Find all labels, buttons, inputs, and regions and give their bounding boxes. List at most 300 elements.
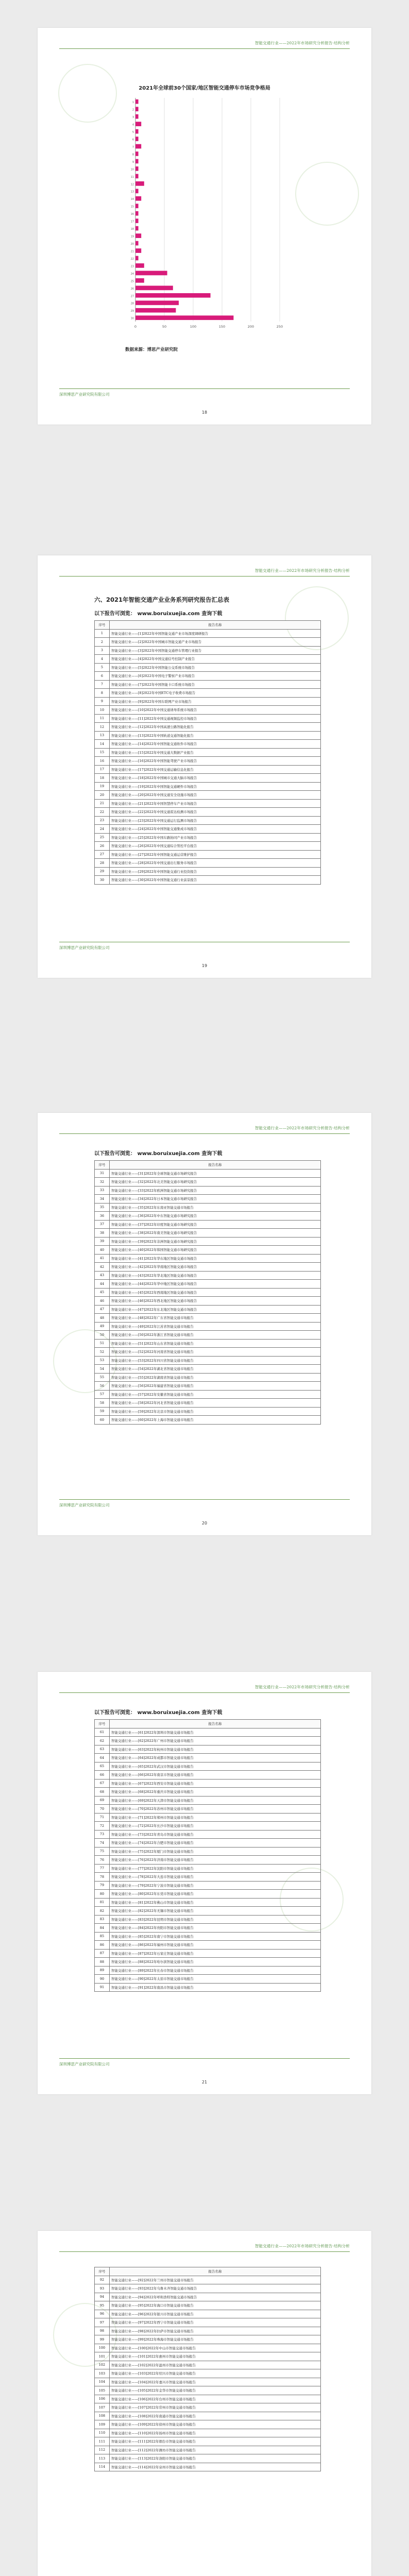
row-number: 86: [95, 1941, 110, 1950]
report-name: 智能交通行业——[44]2022年华中地区智能交通市场报告: [110, 1280, 321, 1289]
table-row[interactable]: [95, 1958, 321, 1967]
table-row[interactable]: [95, 774, 321, 783]
table-row[interactable]: [95, 1195, 321, 1204]
table-row[interactable]: [95, 799, 321, 808]
report-name: 智能交通行业——[59]2022年北京市智能交通市场报告: [110, 1407, 321, 1416]
row-number: 113: [95, 2454, 110, 2463]
bar: [135, 137, 139, 141]
page-number: 18: [201, 410, 208, 415]
row-number: 8: [95, 689, 110, 698]
download-link[interactable]: www.boruixuejia.com: [137, 1710, 200, 1716]
bar: [135, 300, 179, 305]
y-tick-label: 4: [132, 123, 134, 127]
table-row[interactable]: [95, 782, 321, 791]
row-number: 42: [95, 1263, 110, 1272]
row-number: 57: [95, 1390, 110, 1399]
y-tick-label: 6: [132, 138, 134, 142]
bar: [135, 166, 139, 171]
table-row[interactable]: [95, 1339, 321, 1348]
report-name: 智能交通行业——[66]2022年南京市智能交通市场报告: [110, 1771, 321, 1780]
table-row[interactable]: [95, 876, 321, 885]
table-row[interactable]: [95, 1305, 321, 1314]
table-row[interactable]: [95, 1830, 321, 1839]
table-row[interactable]: [95, 2437, 321, 2446]
header-num: 序号: [95, 621, 110, 630]
row-number: 46: [95, 1297, 110, 1306]
table-row[interactable]: [95, 2293, 321, 2301]
table-row[interactable]: [95, 2310, 321, 2318]
y-tick-label: 20: [130, 242, 134, 246]
row-number: 30: [95, 876, 110, 885]
table-row[interactable]: [95, 2386, 321, 2395]
report-name: 智能交通行业——[16]2022年中国智能驾驶产业市场报告: [110, 757, 321, 766]
table-row[interactable]: [95, 1373, 321, 1382]
header-text: 智能交通行业——2022年市场研究分析报告·结构分析: [254, 1126, 350, 1130]
report-name: 智能交通行业——[109]2022年徐州市智能交通市场报告: [110, 2420, 321, 2429]
table-row[interactable]: [95, 2318, 321, 2327]
table-row[interactable]: [95, 2352, 321, 2361]
row-number: 9: [95, 697, 110, 706]
table-row[interactable]: [95, 1382, 321, 1391]
row-number: 4: [95, 655, 110, 664]
bar: [135, 129, 139, 134]
table-row[interactable]: [95, 1737, 321, 1745]
table-row[interactable]: [95, 1975, 321, 1984]
table-row[interactable]: [95, 1941, 321, 1950]
report-name: 智能交通行业——[20]2022年中国交通安全设施市场报告: [110, 791, 321, 800]
table-row[interactable]: [95, 1924, 321, 1933]
footer-rule: [59, 388, 350, 389]
row-number: 27: [95, 850, 110, 859]
report-name: 智能交通行业——[53]2022年四川省智能交通市场报告: [110, 1356, 321, 1365]
table-row[interactable]: [95, 672, 321, 681]
table-row[interactable]: [95, 1881, 321, 1890]
table-row[interactable]: [95, 1949, 321, 1958]
report-name: 智能交通行业——[98]2022年拉萨市智能交通市场报告: [110, 2327, 321, 2335]
table-row[interactable]: [95, 2454, 321, 2463]
report-name: 智能交通行业——[4]2022年中国交通信号控制产业报告: [110, 655, 321, 664]
header-text: 智能交通行业——2022年市场研究分析报告·结构分析: [254, 1685, 350, 1689]
row-number: 47: [95, 1305, 110, 1314]
table-row[interactable]: [95, 1813, 321, 1822]
report-page-22: [38, 2231, 371, 2576]
report-name: 智能交通行业——[1]2022年中国智能交通产业市场深度调研报告: [110, 629, 321, 638]
row-number: 104: [95, 2378, 110, 2386]
y-tick-label: 8: [132, 153, 134, 157]
row-number: 88: [95, 1958, 110, 1967]
table-row[interactable]: [95, 1399, 321, 1408]
download-link[interactable]: www.boruixuejia.com: [137, 1151, 200, 1157]
table-row[interactable]: [95, 2403, 321, 2412]
row-number: 11: [95, 714, 110, 723]
header-rule: [59, 1133, 350, 1134]
header-rule: [59, 1692, 350, 1693]
bar: [135, 218, 139, 223]
report-name: 智能交通行业——[102]2022年温州市智能交通市场报告: [110, 2361, 321, 2369]
table-row[interactable]: [95, 1915, 321, 1924]
table-row[interactable]: [95, 1762, 321, 1771]
table-row[interactable]: [95, 833, 321, 842]
report-name: 智能交通行业——[97]2022年西宁市智能交通市场报告: [110, 2318, 321, 2327]
row-number: 18: [95, 774, 110, 783]
table-row[interactable]: [95, 2327, 321, 2335]
report-page-19: [38, 555, 371, 978]
report-name: 智能交通行业——[79]2022年宁波市智能交通市场报告: [110, 1881, 321, 1890]
bar: [135, 263, 144, 268]
page-header: [38, 28, 371, 59]
report-name: 智能交通行业——[55]2022年湖南省智能交通市场报告: [110, 1373, 321, 1382]
row-number: 12: [95, 723, 110, 732]
bar: [135, 196, 141, 201]
y-tick-label: 19: [130, 235, 134, 239]
y-tick-label: 25: [130, 280, 134, 283]
table-row[interactable]: [95, 1280, 321, 1289]
report-name: 智能交通行业——[92]2022年兰州市智能交通市场报告: [110, 2276, 321, 2284]
bar: [135, 226, 139, 231]
report-name: 智能交通行业——[32]2022年北美智能交通市场研究报告: [110, 1178, 321, 1187]
report-name: 智能交通行业——[51]2022年山东省智能交通市场报告: [110, 1339, 321, 1348]
row-number: 66: [95, 1771, 110, 1780]
report-name: 智能交通行业——[87]2022年石家庄智能交通市场报告: [110, 1949, 321, 1958]
report-name: 智能交通行业——[5]2022年中国智能公交系统市场报告: [110, 663, 321, 672]
table-row[interactable]: [95, 1297, 321, 1306]
download-line: [94, 609, 222, 617]
table-row[interactable]: [95, 2420, 321, 2429]
table-row[interactable]: [95, 1779, 321, 1788]
report-name: 智能交通行业——[83]2022年昆明市智能交通市场报告: [110, 1915, 321, 1924]
table-row[interactable]: [95, 1754, 321, 1762]
download-link[interactable]: www.boruixuejia.com: [137, 611, 200, 617]
bar: [135, 174, 139, 179]
report-name: 智能交通行业——[10]2022年中国交通诱导系统市场报告: [110, 706, 321, 715]
row-number: 62: [95, 1737, 110, 1745]
table-row[interactable]: [95, 2284, 321, 2293]
y-tick-label: 14: [130, 198, 134, 201]
table-row[interactable]: [95, 1322, 321, 1331]
table-row[interactable]: [95, 816, 321, 825]
table-row[interactable]: [95, 1365, 321, 1374]
row-number: 83: [95, 1915, 110, 1924]
table-row[interactable]: [95, 791, 321, 800]
table-header-row: [95, 621, 321, 630]
report-name: 智能交通行业——[45]2022年西南地区智能交通市场报告: [110, 1288, 321, 1297]
table-row[interactable]: [95, 1356, 321, 1365]
bar-chart: [125, 95, 300, 337]
report-name: 智能交通行业——[50]2022年浙江省智能交通市场报告: [110, 1331, 321, 1340]
bar: [135, 99, 139, 104]
row-number: 101: [95, 2352, 110, 2361]
table-row[interactable]: [95, 1856, 321, 1865]
table-row[interactable]: [95, 1407, 321, 1416]
table-row[interactable]: [95, 1788, 321, 1797]
table-row[interactable]: [95, 1348, 321, 1357]
y-tick-label: 1: [132, 101, 134, 105]
x-tick-label: 100: [190, 325, 197, 329]
report-name: 智能交通行业——[22]2022年中国交通雷达检测市场报告: [110, 808, 321, 817]
row-number: 67: [95, 1779, 110, 1788]
report-name: 智能交通行业——[85]2022年南宁市智能交通市场报告: [110, 1932, 321, 1941]
row-number: 24: [95, 825, 110, 834]
report-table: [94, 1719, 321, 1992]
report-name: 智能交通行业——[76]2022年济南市智能交通市场报告: [110, 1856, 321, 1865]
table-row[interactable]: [95, 1288, 321, 1297]
report-name: 智能交通行业——[80]2022年东莞市智能交通市场报告: [110, 1890, 321, 1899]
bar: [135, 248, 141, 253]
header-name: 报告名称: [110, 621, 321, 630]
report-name: 智能交通行业——[13]2022年中国轨道交通智能化报告: [110, 731, 321, 740]
table-row[interactable]: [95, 723, 321, 732]
row-number: 2: [95, 638, 110, 647]
table-row[interactable]: [95, 1186, 321, 1195]
table-header-row: [95, 1161, 321, 1170]
row-number: 50: [95, 1331, 110, 1340]
table-row[interactable]: [95, 1229, 321, 1238]
report-name: 智能交通行业——[3]2022年中国智能交通停车管理行业报告: [110, 646, 321, 655]
table-row[interactable]: [95, 655, 321, 664]
table-row[interactable]: [95, 850, 321, 859]
y-tick-label: 23: [130, 265, 134, 268]
report-name: 智能交通行业——[71]2022年郑州市智能交通市场报告: [110, 1813, 321, 1822]
report-name: 智能交通行业——[2]2022年中国城市智能交通产业市场报告: [110, 638, 321, 647]
table-row[interactable]: [95, 1237, 321, 1246]
footer-rule: [59, 1499, 350, 1500]
report-name: 智能交通行业——[43]2022年华北地区智能交通市场报告: [110, 1271, 321, 1280]
bar: [135, 144, 141, 149]
table-row[interactable]: [95, 697, 321, 706]
report-name: 智能交通行业——[90]2022年太原市智能交通市场报告: [110, 1975, 321, 1984]
y-tick-label: 26: [130, 287, 134, 291]
table-row[interactable]: [95, 1966, 321, 1975]
row-number: 76: [95, 1856, 110, 1865]
report-name: 智能交通行业——[49]2022年江苏省智能交通市场报告: [110, 1322, 321, 1331]
table-row[interactable]: [95, 1864, 321, 1873]
table-row[interactable]: [95, 2378, 321, 2386]
row-number: 56: [95, 1382, 110, 1391]
report-name: 智能交通行业——[86]2022年福州市智能交通市场报告: [110, 1941, 321, 1950]
y-tick-label: 17: [130, 220, 134, 224]
table-row[interactable]: [95, 1246, 321, 1255]
y-tick-label: 29: [130, 310, 134, 313]
table-row[interactable]: [95, 731, 321, 740]
table-row[interactable]: [95, 1271, 321, 1280]
table-row[interactable]: [95, 1771, 321, 1780]
report-name: 智能交通行业——[91]2022年南昌市智能交通市场报告: [110, 1983, 321, 1992]
y-tick-label: 11: [130, 175, 134, 179]
table-row[interactable]: [95, 748, 321, 757]
y-tick-label: 16: [130, 213, 134, 216]
table-header-row: [95, 1720, 321, 1728]
report-name: 智能交通行业——[58]2022年河北省智能交通市场报告: [110, 1399, 321, 1408]
table-row[interactable]: [95, 1822, 321, 1831]
table-row[interactable]: [95, 680, 321, 689]
report-name: 智能交通行业——[56]2022年福建省智能交通市场报告: [110, 1382, 321, 1391]
table-row[interactable]: [95, 2301, 321, 2310]
table-row[interactable]: [95, 2429, 321, 2437]
report-name: 智能交通行业——[105]2022年金华市智能交通市场报告: [110, 2386, 321, 2395]
table-row[interactable]: [95, 1890, 321, 1899]
report-name: 智能交通行业——[88]2022年哈尔滨智能交通市场报告: [110, 1958, 321, 1967]
report-page-18: [38, 28, 371, 425]
table-row[interactable]: [95, 1907, 321, 1916]
row-number: 37: [95, 1220, 110, 1229]
table-row[interactable]: [95, 706, 321, 715]
row-number: 49: [95, 1322, 110, 1331]
row-number: 26: [95, 842, 110, 851]
report-name: 智能交通行业——[78]2022年大连市智能交通市场报告: [110, 1873, 321, 1882]
table-row[interactable]: [95, 1203, 321, 1212]
row-number: 70: [95, 1805, 110, 1814]
table-row[interactable]: [95, 1898, 321, 1907]
table-row[interactable]: [95, 1220, 321, 1229]
table-row[interactable]: [95, 859, 321, 868]
table-row[interactable]: [95, 808, 321, 817]
table-row[interactable]: [95, 1839, 321, 1848]
row-number: 60: [95, 1416, 110, 1425]
x-tick-label: 50: [162, 325, 167, 329]
header-text: 智能交通行业——2022年市场研究分析报告·结构分析: [254, 2244, 350, 2248]
row-number: 61: [95, 1728, 110, 1737]
row-number: 103: [95, 2369, 110, 2378]
table-row[interactable]: [95, 1805, 321, 1814]
row-number: 14: [95, 740, 110, 749]
table-row[interactable]: [95, 2463, 321, 2471]
table-row[interactable]: [95, 1873, 321, 1882]
row-number: 105: [95, 2386, 110, 2395]
row-number: 10: [95, 706, 110, 715]
bar: [135, 256, 139, 261]
row-number: 13: [95, 731, 110, 740]
table-row[interactable]: [95, 689, 321, 698]
table-row[interactable]: [95, 765, 321, 774]
table-row[interactable]: [95, 2335, 321, 2344]
row-number: 21: [95, 799, 110, 808]
x-tick-label: 0: [134, 325, 137, 329]
y-tick-label: 21: [130, 250, 134, 253]
table-row[interactable]: [95, 1263, 321, 1272]
row-number: 99: [95, 2335, 110, 2344]
row-number: 106: [95, 2395, 110, 2403]
table-row[interactable]: [95, 1983, 321, 1992]
row-number: 79: [95, 1881, 110, 1890]
table-row[interactable]: [95, 1254, 321, 1263]
table-row[interactable]: [95, 1932, 321, 1941]
row-number: 34: [95, 1195, 110, 1204]
table-row[interactable]: [95, 2369, 321, 2378]
table-row[interactable]: [95, 638, 321, 647]
row-number: 98: [95, 2327, 110, 2335]
report-name: 智能交通行业——[95]2022年海口市智能交通市场报告: [110, 2301, 321, 2310]
row-number: 35: [95, 1203, 110, 1212]
table-row[interactable]: [95, 867, 321, 876]
report-name: 智能交通行业——[67]2022年西安市智能交通市场报告: [110, 1779, 321, 1788]
row-number: 89: [95, 1966, 110, 1975]
table-row[interactable]: [95, 629, 321, 638]
table-row[interactable]: [95, 2361, 321, 2369]
table-row[interactable]: [95, 1728, 321, 1737]
footer-rule: [59, 2058, 350, 2059]
row-number: 1: [95, 629, 110, 638]
table-row[interactable]: [95, 825, 321, 834]
row-number: 16: [95, 757, 110, 766]
table-row[interactable]: [95, 2276, 321, 2284]
page-header: [38, 1113, 371, 1144]
watermark-seal: [295, 162, 359, 226]
page-number: 19: [201, 963, 208, 968]
row-number: 15: [95, 748, 110, 757]
page-footer: [38, 2048, 371, 2094]
table-row[interactable]: [95, 1212, 321, 1221]
report-name: 智能交通行业——[75]2022年厦门市智能交通市场报告: [110, 1847, 321, 1856]
table-row[interactable]: [95, 740, 321, 749]
table-row[interactable]: [95, 714, 321, 723]
report-name: 智能交通行业——[47]2022年东北地区智能交通市场报告: [110, 1305, 321, 1314]
table-row[interactable]: [95, 646, 321, 655]
table-row[interactable]: [95, 1745, 321, 1754]
report-name: 智能交通行业——[48]2022年广东省智能交通市场报告: [110, 1314, 321, 1323]
row-number: 63: [95, 1745, 110, 1754]
row-number: 81: [95, 1898, 110, 1907]
row-number: 72: [95, 1822, 110, 1831]
y-tick-label: 18: [130, 228, 134, 231]
row-number: 75: [95, 1847, 110, 1856]
table-row[interactable]: [95, 1178, 321, 1187]
table-row[interactable]: [95, 1169, 321, 1178]
table-row[interactable]: [95, 2446, 321, 2454]
header-name: 报告名称: [110, 1720, 321, 1728]
table-row[interactable]: [95, 1847, 321, 1856]
report-name: 智能交通行业——[15]2022年中国交通大数据产业报告: [110, 748, 321, 757]
report-name: 智能交通行业——[17]2022年中国交通运输信息化报告: [110, 765, 321, 774]
row-number: 55: [95, 1373, 110, 1382]
y-tick-label: 12: [130, 183, 134, 187]
row-number: 102: [95, 2361, 110, 2369]
table-row[interactable]: [95, 2344, 321, 2352]
row-number: 84: [95, 1924, 110, 1933]
row-number: 5: [95, 663, 110, 672]
report-name: 智能交通行业——[104]2022年嘉兴市智能交通市场报告: [110, 2378, 321, 2386]
row-number: 20: [95, 791, 110, 800]
table-row[interactable]: [95, 1314, 321, 1323]
report-name: 智能交通行业——[41]2022年华东地区智能交通市场报告: [110, 1254, 321, 1263]
table-row[interactable]: [95, 663, 321, 672]
report-name: 智能交通行业——[46]2022年西北地区智能交通市场报告: [110, 1297, 321, 1306]
report-name: 智能交通行业——[96]2022年银川市智能交通市场报告: [110, 2310, 321, 2318]
y-tick-label: 15: [130, 205, 134, 209]
row-number: 77: [95, 1864, 110, 1873]
report-name: 智能交通行业——[33]2022年欧洲智能交通市场研究报告: [110, 1186, 321, 1195]
footer-company: 深圳博思产业研究院有限公司: [59, 945, 110, 950]
footer-company: 深圳博思产业研究院有限公司: [59, 392, 110, 397]
y-tick-label: 10: [130, 168, 134, 172]
table-row[interactable]: [95, 1796, 321, 1805]
table-row[interactable]: [95, 1390, 321, 1399]
table-row[interactable]: [95, 757, 321, 766]
table-row[interactable]: [95, 1416, 321, 1425]
row-number: 45: [95, 1288, 110, 1297]
table-row[interactable]: [95, 1331, 321, 1340]
table-row[interactable]: [95, 2412, 321, 2420]
table-row[interactable]: [95, 2395, 321, 2403]
row-number: 65: [95, 1762, 110, 1771]
report-name: 智能交通行业——[7]2022年中国智能卡口系统市场报告: [110, 680, 321, 689]
report-name: 智能交通行业——[69]2022年天津市智能交通市场报告: [110, 1796, 321, 1805]
row-number: 110: [95, 2429, 110, 2437]
report-name: 智能交通行业——[34]2022年日本智能交通市场研究报告: [110, 1195, 321, 1204]
report-name: 智能交通行业——[108]2022年南通市智能交通市场报告: [110, 2412, 321, 2420]
row-number: 85: [95, 1932, 110, 1941]
table-row[interactable]: [95, 842, 321, 851]
row-number: 73: [95, 1830, 110, 1839]
